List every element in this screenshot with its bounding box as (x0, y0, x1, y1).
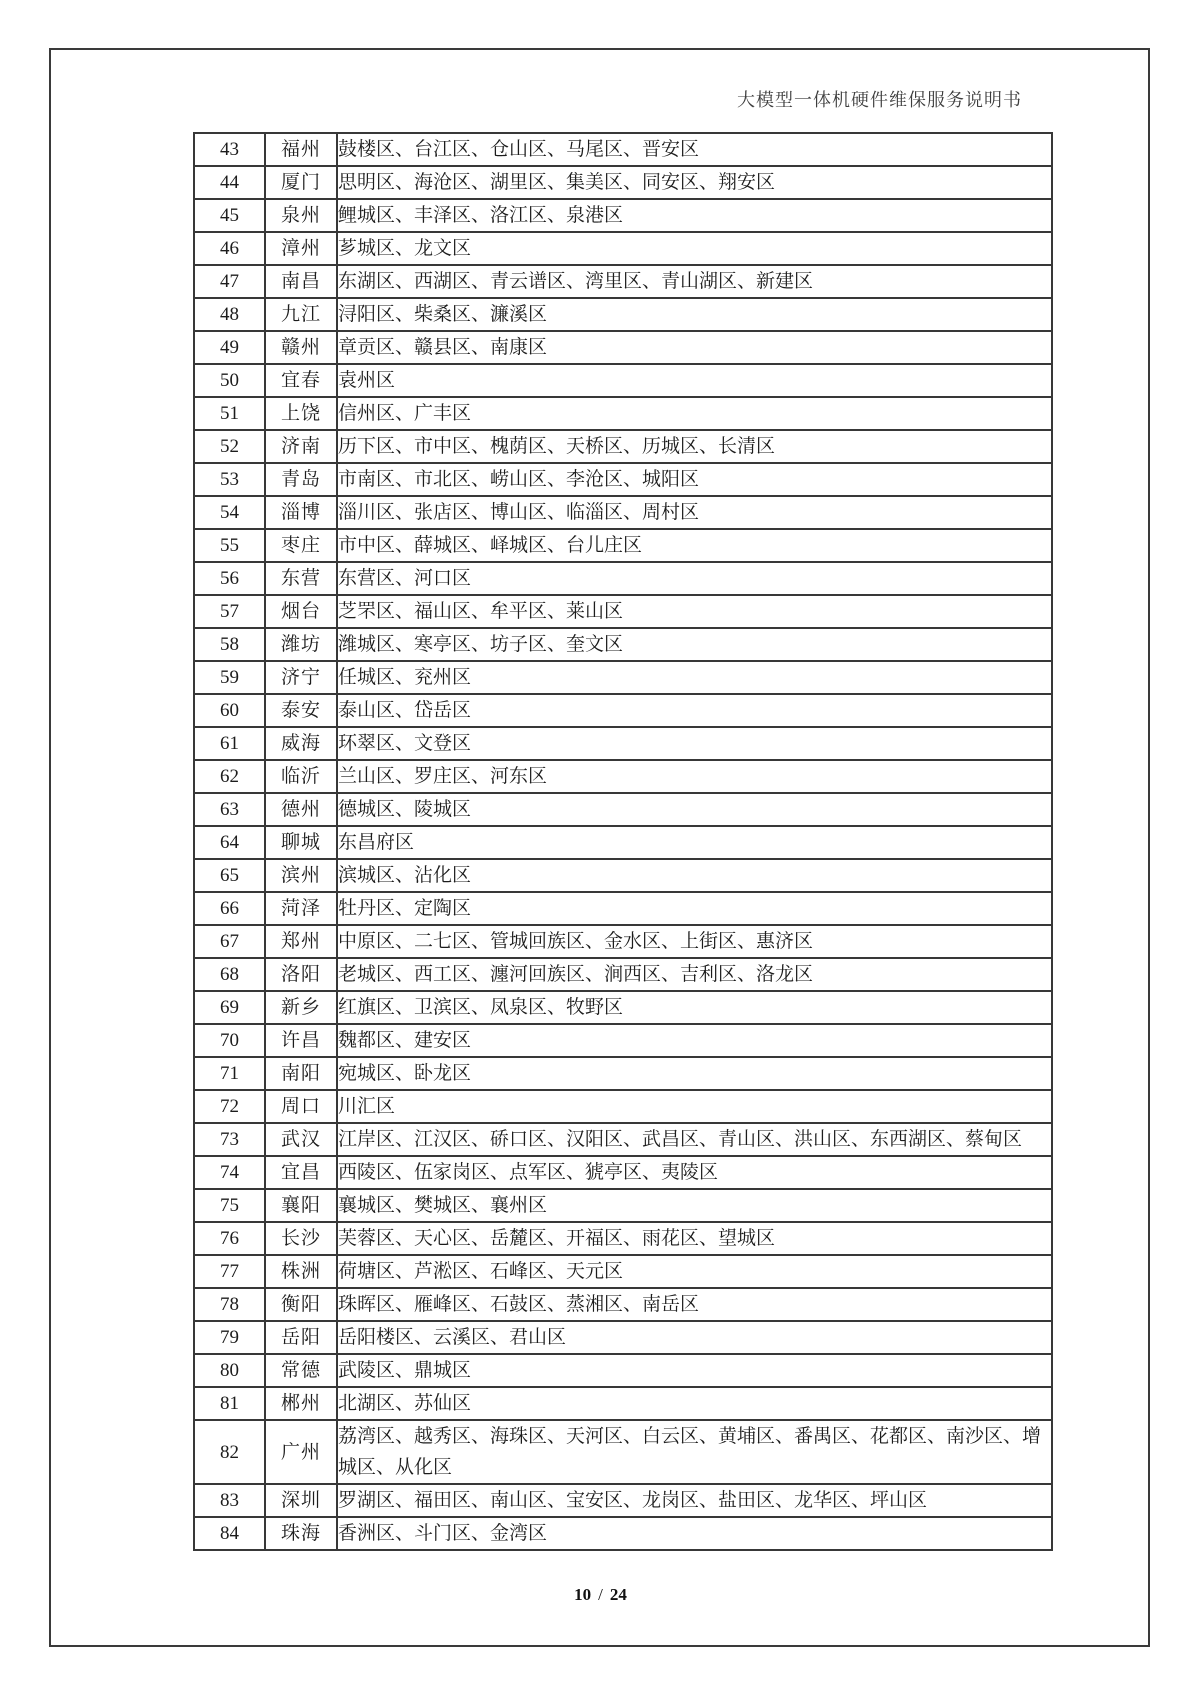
table-row (194, 397, 1052, 430)
city-districts-table (193, 132, 1053, 1551)
districts-cell: 川汇区 (337, 1090, 1052, 1123)
table-row (194, 1189, 1052, 1222)
row-number-cell: 76 (194, 1222, 265, 1255)
city-name-cell: 九江 (265, 298, 337, 331)
districts-cell: 滨城区、沾化区 (337, 859, 1052, 892)
row-number-cell: 64 (194, 826, 265, 859)
row-number-cell: 82 (194, 1420, 265, 1484)
table-row (194, 892, 1052, 925)
districts-cell: 东营区、河口区 (337, 562, 1052, 595)
table-row (194, 1420, 1052, 1484)
city-name-cell: 岳阳 (265, 1321, 337, 1354)
row-number-cell: 59 (194, 661, 265, 694)
table-row (194, 1387, 1052, 1420)
city-name-cell: 威海 (265, 727, 337, 760)
table-row (194, 694, 1052, 727)
row-number-cell: 84 (194, 1517, 265, 1550)
row-number-cell: 49 (194, 331, 265, 364)
districts-cell: 岳阳楼区、云溪区、君山区 (337, 1321, 1052, 1354)
districts-cell: 环翠区、文登区 (337, 727, 1052, 760)
city-name-cell: 东营 (265, 562, 337, 595)
row-number-cell: 75 (194, 1189, 265, 1222)
table-row (194, 628, 1052, 661)
row-number-cell: 47 (194, 265, 265, 298)
city-name-cell: 济南 (265, 430, 337, 463)
row-number-cell: 80 (194, 1354, 265, 1387)
city-name-cell: 武汉 (265, 1123, 337, 1156)
districts-cell: 武陵区、鼎城区 (337, 1354, 1052, 1387)
districts-cell: 魏都区、建安区 (337, 1024, 1052, 1057)
city-name-cell: 临沂 (265, 760, 337, 793)
districts-cell: 荔湾区、越秀区、海珠区、天河区、白云区、黄埔区、番禺区、花都区、南沙区、增城区、从化区 (337, 1420, 1052, 1484)
table-row (194, 199, 1052, 232)
districts-cell: 潍城区、寒亭区、坊子区、奎文区 (337, 628, 1052, 661)
districts-cell: 章贡区、赣县区、南康区 (337, 331, 1052, 364)
table-row (194, 265, 1052, 298)
table-row (194, 991, 1052, 1024)
table-row (194, 364, 1052, 397)
city-name-cell: 烟台 (265, 595, 337, 628)
table-row (194, 793, 1052, 826)
districts-cell: 老城区、西工区、瀍河回族区、涧西区、吉利区、洛龙区 (337, 958, 1052, 991)
row-number-cell: 60 (194, 694, 265, 727)
districts-cell: 市中区、薛城区、峄城区、台儿庄区 (337, 529, 1052, 562)
districts-cell: 香洲区、斗门区、金湾区 (337, 1517, 1052, 1550)
current-page-number: 10 (574, 1585, 592, 1604)
table-row (194, 529, 1052, 562)
city-name-cell: 洛阳 (265, 958, 337, 991)
table-row (194, 133, 1052, 166)
districts-cell: 鲤城区、丰泽区、洛江区、泉港区 (337, 199, 1052, 232)
table-row (194, 298, 1052, 331)
table-row (194, 166, 1052, 199)
city-name-cell: 上饶 (265, 397, 337, 430)
districts-cell: 思明区、海沧区、湖里区、集美区、同安区、翔安区 (337, 166, 1052, 199)
city-name-cell: 青岛 (265, 463, 337, 496)
table-row (194, 1090, 1052, 1123)
table-row (194, 331, 1052, 364)
districts-cell: 泰山区、岱岳区 (337, 694, 1052, 727)
city-name-cell: 新乡 (265, 991, 337, 1024)
city-name-cell: 泉州 (265, 199, 337, 232)
districts-cell: 淄川区、张店区、博山区、临淄区、周村区 (337, 496, 1052, 529)
districts-cell: 北湖区、苏仙区 (337, 1387, 1052, 1420)
districts-cell: 宛城区、卧龙区 (337, 1057, 1052, 1090)
table-row (194, 859, 1052, 892)
districts-cell: 芗城区、龙文区 (337, 232, 1052, 265)
districts-cell: 芝罘区、福山区、牟平区、莱山区 (337, 595, 1052, 628)
city-name-cell: 泰安 (265, 694, 337, 727)
districts-cell: 袁州区 (337, 364, 1052, 397)
city-name-cell: 许昌 (265, 1024, 337, 1057)
row-number-cell: 83 (194, 1484, 265, 1517)
districts-cell: 信州区、广丰区 (337, 397, 1052, 430)
city-name-cell: 德州 (265, 793, 337, 826)
districts-cell: 中原区、二七区、管城回族区、金水区、上街区、惠济区 (337, 925, 1052, 958)
city-name-cell: 襄阳 (265, 1189, 337, 1222)
row-number-cell: 44 (194, 166, 265, 199)
table-row (194, 1321, 1052, 1354)
table-row (194, 562, 1052, 595)
row-number-cell: 74 (194, 1156, 265, 1189)
city-name-cell: 株洲 (265, 1255, 337, 1288)
row-number-cell: 63 (194, 793, 265, 826)
row-number-cell: 54 (194, 496, 265, 529)
districts-cell: 珠晖区、雁峰区、石鼓区、蒸湘区、南岳区 (337, 1288, 1052, 1321)
row-number-cell: 51 (194, 397, 265, 430)
city-name-cell: 滨州 (265, 859, 337, 892)
city-name-cell: 常德 (265, 1354, 337, 1387)
city-name-cell: 长沙 (265, 1222, 337, 1255)
row-number-cell: 48 (194, 298, 265, 331)
row-number-cell: 69 (194, 991, 265, 1024)
districts-cell: 芙蓉区、天心区、岳麓区、开福区、雨花区、望城区 (337, 1222, 1052, 1255)
row-number-cell: 53 (194, 463, 265, 496)
districts-cell: 浔阳区、柴桑区、濂溪区 (337, 298, 1052, 331)
row-number-cell: 78 (194, 1288, 265, 1321)
city-name-cell: 枣庄 (265, 529, 337, 562)
table-row (194, 430, 1052, 463)
city-name-cell: 宜春 (265, 364, 337, 397)
row-number-cell: 50 (194, 364, 265, 397)
page-header-title: 大模型一体机硬件维保服务说明书 (737, 90, 1022, 110)
table-row (194, 958, 1052, 991)
table-row (194, 1123, 1052, 1156)
table-row (194, 463, 1052, 496)
row-number-cell: 55 (194, 529, 265, 562)
row-number-cell: 72 (194, 1090, 265, 1123)
total-page-number: 24 (609, 1585, 627, 1604)
city-name-cell: 漳州 (265, 232, 337, 265)
city-name-cell: 南昌 (265, 265, 337, 298)
districts-cell: 东昌府区 (337, 826, 1052, 859)
districts-cell: 市南区、市北区、崂山区、李沧区、城阳区 (337, 463, 1052, 496)
city-name-cell: 厦门 (265, 166, 337, 199)
city-name-cell: 周口 (265, 1090, 337, 1123)
city-name-cell: 潍坊 (265, 628, 337, 661)
city-name-cell: 衡阳 (265, 1288, 337, 1321)
row-number-cell: 58 (194, 628, 265, 661)
row-number-cell: 57 (194, 595, 265, 628)
row-number-cell: 65 (194, 859, 265, 892)
row-number-cell: 61 (194, 727, 265, 760)
districts-cell: 任城区、兖州区 (337, 661, 1052, 694)
row-number-cell: 66 (194, 892, 265, 925)
page-number-separator: / (598, 1585, 603, 1604)
row-number-cell: 46 (194, 232, 265, 265)
table-row (194, 232, 1052, 265)
table-row (194, 826, 1052, 859)
table-row (194, 925, 1052, 958)
districts-cell: 历下区、市中区、槐荫区、天桥区、历城区、长清区 (337, 430, 1052, 463)
city-name-cell: 广州 (265, 1420, 337, 1484)
table-row (194, 1222, 1052, 1255)
row-number-cell: 79 (194, 1321, 265, 1354)
city-name-cell: 聊城 (265, 826, 337, 859)
table-row (194, 760, 1052, 793)
districts-cell: 西陵区、伍家岗区、点军区、猇亭区、夷陵区 (337, 1156, 1052, 1189)
row-number-cell: 45 (194, 199, 265, 232)
table-row (194, 1024, 1052, 1057)
city-name-cell: 南阳 (265, 1057, 337, 1090)
districts-cell: 荷塘区、芦淞区、石峰区、天元区 (337, 1255, 1052, 1288)
city-name-cell: 淄博 (265, 496, 337, 529)
row-number-cell: 56 (194, 562, 265, 595)
row-number-cell: 43 (194, 133, 265, 166)
districts-cell: 江岸区、江汉区、硚口区、汉阳区、武昌区、青山区、洪山区、东西湖区、蔡甸区 (337, 1123, 1052, 1156)
row-number-cell: 71 (194, 1057, 265, 1090)
city-name-cell: 福州 (265, 133, 337, 166)
city-districts-table-body (194, 133, 1052, 1550)
page-number-footer (49, 1585, 1152, 1605)
city-name-cell: 赣州 (265, 331, 337, 364)
row-number-cell: 70 (194, 1024, 265, 1057)
city-name-cell: 郴州 (265, 1387, 337, 1420)
row-number-cell: 52 (194, 430, 265, 463)
row-number-cell: 68 (194, 958, 265, 991)
table-row (194, 1255, 1052, 1288)
districts-cell: 兰山区、罗庄区、河东区 (337, 760, 1052, 793)
table-row (194, 1156, 1052, 1189)
table-row (194, 496, 1052, 529)
districts-cell: 罗湖区、福田区、南山区、宝安区、龙岗区、盐田区、龙华区、坪山区 (337, 1484, 1052, 1517)
city-name-cell: 宜昌 (265, 1156, 337, 1189)
row-number-cell: 62 (194, 760, 265, 793)
districts-cell: 东湖区、西湖区、青云谱区、湾里区、青山湖区、新建区 (337, 265, 1052, 298)
table-row (194, 1057, 1052, 1090)
table-row (194, 1484, 1052, 1517)
city-name-cell: 郑州 (265, 925, 337, 958)
city-name-cell: 珠海 (265, 1517, 337, 1550)
districts-cell: 鼓楼区、台江区、仓山区、马尾区、晋安区 (337, 133, 1052, 166)
districts-cell: 德城区、陵城区 (337, 793, 1052, 826)
districts-cell: 牡丹区、定陶区 (337, 892, 1052, 925)
city-name-cell: 菏泽 (265, 892, 337, 925)
table-row (194, 1517, 1052, 1550)
table-row (194, 727, 1052, 760)
table-row (194, 1354, 1052, 1387)
row-number-cell: 67 (194, 925, 265, 958)
table-row (194, 595, 1052, 628)
city-name-cell: 济宁 (265, 661, 337, 694)
districts-cell: 红旗区、卫滨区、凤泉区、牧野区 (337, 991, 1052, 1024)
row-number-cell: 81 (194, 1387, 265, 1420)
row-number-cell: 73 (194, 1123, 265, 1156)
table-row (194, 661, 1052, 694)
row-number-cell: 77 (194, 1255, 265, 1288)
table-row (194, 1288, 1052, 1321)
districts-cell: 襄城区、樊城区、襄州区 (337, 1189, 1052, 1222)
city-name-cell: 深圳 (265, 1484, 337, 1517)
